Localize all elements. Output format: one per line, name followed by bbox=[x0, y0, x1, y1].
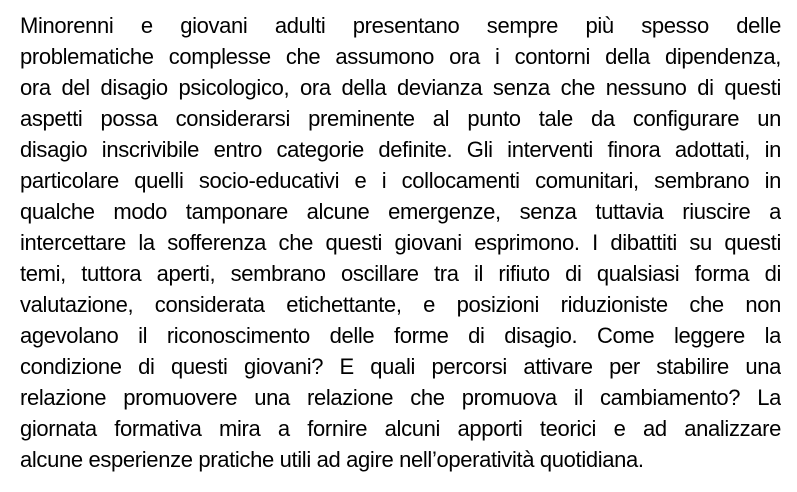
paragraph-line-4: aspetti possa considerarsi preminente al punto tale da configurare un bbox=[20, 106, 781, 131]
paragraph-line-9: temi, tuttora aperti, sembrano oscillare tra il rifiuto di qualsiasi forma di bbox=[20, 261, 781, 286]
paragraph-line-5: disagio inscrivibile entro categorie definite. Gli interventi finora adottati, in bbox=[20, 137, 781, 162]
paragraph-line-2: problematiche complesse che assumono ora i contorni della dipendenza, bbox=[20, 44, 781, 69]
paragraph-line-1: Minorenni e giovani adulti presentano sempre più spesso delle bbox=[20, 13, 781, 38]
paragraph-line-12: condizione di questi giovani? E quali percorsi attivare per stabilire una bbox=[20, 354, 781, 379]
body-paragraph bbox=[20, 10, 781, 475]
paragraph-line-10: valutazione, considerata etichettante, e posizioni riduzioniste che non bbox=[20, 292, 781, 317]
paragraph-line-11: agevolano il riconoscimento delle forme di disagio. Come leggere la bbox=[20, 323, 781, 348]
paragraph-line-8: intercettare la sofferenza che questi giovani esprimono. I dibattiti su questi bbox=[20, 230, 781, 255]
paragraph-line-6: particolare quelli socio-educativi e i collocamenti comunitari, sembrano in bbox=[20, 168, 781, 193]
paragraph-line-14: giornata formativa mira a fornire alcuni apporti teorici e ad analizzare bbox=[20, 416, 781, 441]
paragraph-line-3: ora del disagio psicologico, ora della devianza senza che nessuno di questi bbox=[20, 75, 781, 100]
paragraph-line-13: relazione promuovere una relazione che promuova il cambiamento? La bbox=[20, 385, 781, 410]
paragraph-line-7: qualche modo tamponare alcune emergenze, senza tuttavia riuscire a bbox=[20, 199, 781, 224]
paragraph-line-15: alcune esperienze pratiche utili ad agire nell’operatività quotidiana. bbox=[20, 447, 644, 472]
